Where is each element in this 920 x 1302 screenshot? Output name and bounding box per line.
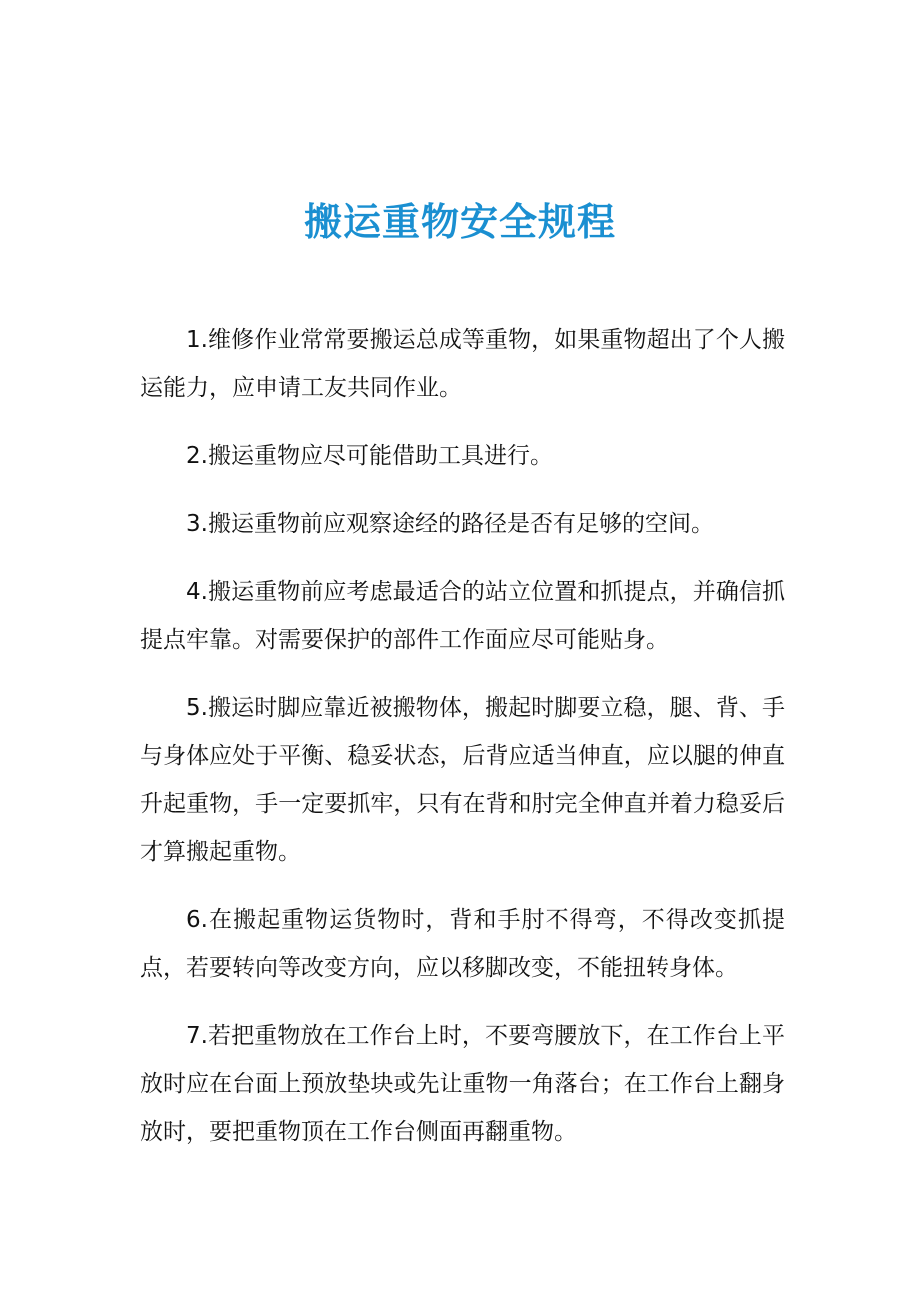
paragraph-7: 7.若把重物放在工作台上时，不要弯腰放下，在工作台上平放时应在台面上预放垫块或先让重物一角落台；在工作台上翻身放时，要把重物顶在工作台侧面再翻重物。	[140, 1023, 785, 1145]
document-title: 搬运重物安全规程	[303, 200, 616, 244]
paragraph-3: 3.搬运重物前应观察途经的路径是否有足够的空间。	[186, 511, 714, 537]
paragraph-4: 4.搬运重物前应考虑最适合的站立位置和抓提点，并确信抓提点牢靠。对需要保护的部件工作面应尽可能贴身。	[140, 579, 785, 653]
paragraph-6: 6.在搬起重物运货物时，背和手肘不得弯，不得改变抓提点，若要转向等改变方向，应以移脚改变，不能扭转身体。	[140, 907, 785, 981]
paragraph-2: 2.搬运重物应尽可能借助工具进行。	[186, 443, 553, 469]
document-body	[140, 316, 785, 1176]
paragraph-5: 5.搬运时脚应靠近被搬物体，搬起时脚要立稳，腿、背、手与身体应处于平衡、稳妥状态，后背应适当伸直，应以腿的伸直升起重物，手一定要抓牢，只有在背和肘完全伸直并着力稳妥后才算搬起重物。	[140, 695, 785, 865]
paragraph-1: 1.维修作业常常要搬运总成等重物，如果重物超出了个人搬运能力，应申请工友共同作业。	[140, 327, 785, 401]
